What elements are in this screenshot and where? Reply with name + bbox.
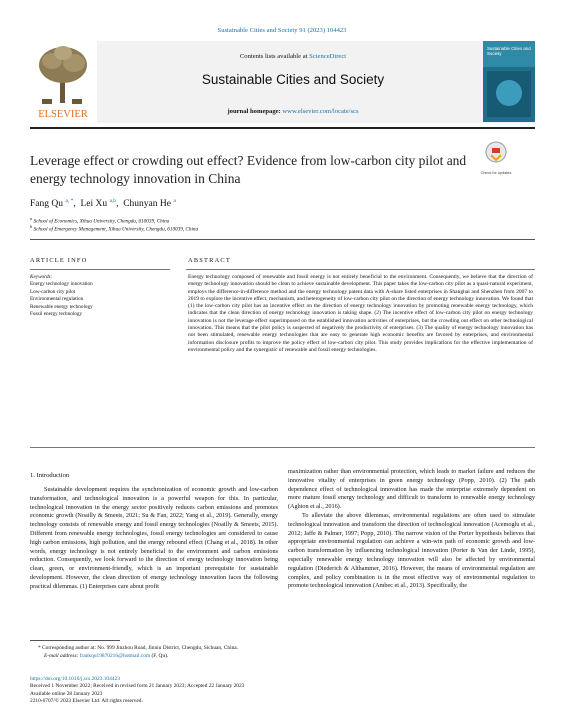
introduction-heading: 1. Introduction — [30, 472, 70, 479]
keyword-item: Renewable energy technology — [30, 303, 93, 310]
author-affiliation-marker[interactable]: a, * — [65, 198, 74, 204]
keyword-item: Environmental regulation — [30, 296, 84, 303]
abstract-heading: ABSTRACT — [188, 257, 231, 264]
available-online-date: Available online 28 January 2023 — [30, 690, 103, 697]
email-suffix: (F. Qu). — [151, 652, 169, 659]
author-separator: , — [116, 199, 121, 210]
email-link[interactable]: frankqu19870216@hotmail.com — [79, 652, 151, 659]
homepage-link[interactable]: www.elsevier.com/locate/scs — [282, 108, 359, 115]
body-paragraph: To alleviate the above dilemmas, environmental regulations are often used to stimulate technological innovation and transform the direction of technological innovation (Acemoglu et al., 2012; Jaffe & Palmer, 1997; Popp, 2010). The narrow vision of the Porter hypothesis believes that appropriate environmental regulation can achieve a win-win path of economic growth and low-carbon transformation by influencing technological innovation (Porter & Van der Linde, 1995), especially renewable energy technology innovation will also be affected by environmental regulation (Diederich & Althammer, 2016). However, the means of environmental regulation are complex, and policy combination is in the most effective way of environmental regulation to promote technological innovation (Ambec et al., 2013). Specifically, the — [288, 511, 535, 590]
affiliation-b — [30, 224, 198, 233]
check-for-updates-badge[interactable] — [480, 140, 512, 180]
journal-reference[interactable]: Sustainable Cities and Society 91 (2023) 104423 — [217, 27, 347, 34]
author-separator: , — [73, 199, 79, 210]
header-divider — [30, 127, 535, 129]
cover-title: Sustainable Cities and Society — [487, 46, 531, 56]
journal-cover-thumbnail[interactable] — [483, 41, 535, 122]
affiliation-marker: b — [30, 224, 33, 229]
body-right-column — [288, 468, 535, 591]
contents-prefix: Contents lists available at — [239, 53, 308, 60]
keywords-label: Keywords: — [30, 274, 53, 280]
affiliation-text: School of Emergency Management, Xihua University, Chengdu, 610039, China — [33, 226, 199, 233]
keyword-item: Energy technology innovation — [30, 281, 93, 288]
article-info-rule — [30, 269, 170, 270]
journal-homepage — [108, 108, 478, 115]
doi-link[interactable]: https://doi.org/10.1016/j.scs.2023.104423 — [30, 676, 120, 682]
author-name[interactable]: Fang Qu — [30, 199, 63, 210]
author-affiliation-marker[interactable]: a,b — [109, 198, 117, 204]
affiliation-text: School of Economics, Xihua University, Chengdu, 610039, China — [33, 218, 170, 225]
check-updates-label: Check for updates — [480, 171, 512, 175]
homepage-prefix: journal homepage: — [227, 108, 281, 115]
body-paragraph: maximization rather than environmental protection, which leads to market failure and reduces the innovative vitality of enterprises in green energy technology (Popp, 2010). (2) The path dependence effect of technological innovation has made the enterprise extremely dependent on more mature fossil energy technology and difficult to transform to renewable energy technology (Aghion et al., 2016). — [288, 468, 535, 511]
author-affiliation-marker[interactable]: a — [173, 198, 176, 204]
section-divider — [30, 239, 535, 240]
footnotes — [30, 645, 535, 660]
abstract-text: Energy technology composed of renewable and fossil energy is not entirely beneficial to the environment. Consequently, we believe that the direction of energy technology innovation should be clean to achieve sustainable development. This paper takes the low-carbon city pilot as a quasi-natural experiment, employs the difference-in-difference method and the energy technology patent data with A-share listed enterprises in Shanghai and Shenzhen from 2007 to 2019 to explore the incentive effect, mechanism, and heterogeneity of low-carbon city pilot on the direction of energy technology innovation. We found that (1) the low-carbon city pilot has an incentive effect on the direction of energy technology innovation by promoting renewable energy technology, which indicates that the clean direction of energy technology innovation is taking shape. (2) The incentive effect of low-carbon city pilot on energy technology innovation is not the leverage effect superimposed on the established innovation activities of enterprises, but the crowding out effect on other technological innovation. This means that the pilot policy is suspected of negatively the productivity of enterprises. (3) The quality of energy technology innovation has not been stimulated, renewable energy technologies that are easy to generate high economic benefits are favored by enterprises, and environmental information disclosure profits to improve the policy effect of low-carbon city pilot. This study provides implications for the effective implementation of environmental policy and the synergistic of renewable and fossil energy technologies. — [188, 274, 533, 353]
keyword-item: Low-carbon city pilot — [30, 288, 76, 295]
article-title: Leverage effect or crowding out effect? Evidence from low-carbon city pilot and energy technology innovation in China — [30, 153, 467, 186]
abstract-rule — [186, 269, 535, 270]
email-label: E-mail address: — [44, 652, 79, 659]
body-left-column: Sustainable development requires the synchronization of economic growth and low-carbon transformation, and technological innovation is a powerful weapon for this. In particular, technological innovation in the energy sector positively reduces carbon emissions and promotes economic growth (Noailly & Smeets, 2021; Su & Fan, 2022; Yang et al., 2019). Generally, energy technology consists of renewable energy and fossil energy technologies (Noailly & Smeets, 2015). Different from renewable energy technologies, fossil energy technologies are considered to cause high carbon emissions, high pollution, and the energy rebound effect (Chang et al., 2018). In other words, energy technology is not entirely beneficial to the environment and carbon emissions reduction. Consequently, we look forward to the direction of energy technology innovation being clean, green, or environment-friendly, which is an important prerequisite for sustainable development. However, the clean direction of energy technology innovation faces the following practical dilemmas. (1) Enterprises care about profit — [30, 486, 278, 590]
article-info-heading: ARTICLE INFO — [30, 257, 88, 264]
elsevier-wordmark: ELSEVIER — [38, 109, 88, 120]
copyright-line: 2210-6707/© 2023 Elsevier Ltd. All rights reserved. — [30, 698, 143, 705]
author-name[interactable]: Lei Xu — [80, 199, 108, 210]
email-line — [30, 653, 535, 661]
corresponding-author-note: * Corresponding author at: No. 999 Jinzhou Road, Jinniu District, Chengdu, Sichuan, China. — [38, 645, 239, 651]
journal-title[interactable]: Sustainable Cities and Society — [201, 72, 385, 87]
keyword-item: Fossil energy technology — [30, 311, 83, 318]
publication-info — [30, 676, 535, 706]
sciencedirect-link[interactable]: ScienceDirect — [309, 53, 347, 60]
author-name[interactable]: Chunyan He — [123, 199, 171, 210]
keywords-panel — [30, 274, 180, 318]
affiliation-marker: a — [30, 216, 33, 221]
elsevier-logo — [30, 41, 97, 123]
received-dates: Received 1 November 2022; Received in revised form 21 January 2023; Accepted 22 January 2023 — [30, 683, 245, 690]
contents-availability — [108, 53, 478, 60]
footnote-rule — [30, 640, 120, 641]
abstract-bottom-rule — [30, 447, 535, 448]
author-list — [30, 198, 176, 209]
